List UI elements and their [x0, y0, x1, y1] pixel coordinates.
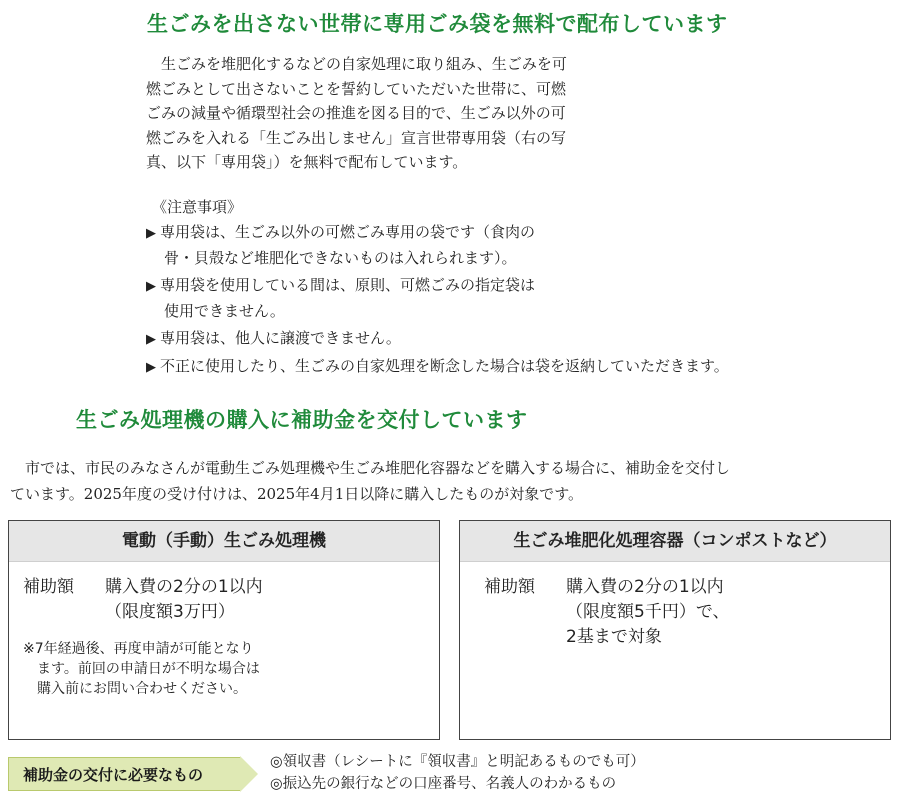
note-text: 専用袋は、生ごみ以外の可燃ごみ専用の袋です（食肉の [160, 223, 536, 241]
list-item: ◎振込先の銀行などの口座番号、名義人のわかるもの [270, 776, 617, 792]
list-item: ◎領収書（レシートに『領収書』と明記あるものでも可） [270, 754, 645, 770]
note-text: 専用袋は、他人に譲渡できません。 [160, 329, 401, 347]
list-item [146, 326, 886, 352]
note-line: 購入前にお問い合わせください。 [37, 681, 247, 697]
notes-list [146, 220, 886, 380]
note-line: ます。前回の申請日が不明な場合は [37, 661, 260, 677]
amount-value [566, 575, 729, 650]
triangle-bullet-icon: ▶ [146, 226, 156, 241]
list-item [146, 220, 886, 270]
triangle-bullet-icon: ▶ [146, 360, 156, 375]
amount-line: 購入費の2分の1以内 [566, 577, 724, 597]
triangle-bullet-icon: ▶ [146, 279, 156, 294]
paragraph-line: 真、以下「専用袋」）を無料で配布しています。 [146, 153, 468, 171]
amount-line: （限度額3万円） [105, 602, 235, 622]
box-title: 生ごみ堆肥化処理容器（コンポストなど） [460, 521, 890, 562]
renewal-note [23, 639, 423, 699]
requirements-list [270, 751, 645, 795]
triangle-bullet-icon: ▶ [146, 332, 156, 347]
paragraph-line: 生ごみを堆肥化するなどの自家処理に取り組み、生ごみを可 [146, 55, 567, 73]
amount-label: 補助額 [23, 577, 74, 597]
free-bags-paragraph [146, 52, 666, 175]
amount-line: （限度額5千円）で、 [566, 602, 730, 622]
intro-line: 市では、市民のみなさんが電動生ごみ処理機や生ごみ堆肥化容器などを購入する場合に、補助金を交付し [10, 459, 731, 477]
compost-container-box [459, 520, 891, 740]
amount-line: 2基まで対象 [566, 627, 662, 647]
amount-value [105, 575, 263, 625]
paragraph-line: ごみの減量や循環型社会の推進を図る目的で、生ごみ以外の可 [146, 104, 566, 122]
heading-subsidy: 生ごみ処理機の購入に補助金を交付しています [76, 408, 528, 432]
requirements-tag-label: 補助金の交付に必要なもの [8, 757, 240, 791]
list-item [146, 354, 886, 380]
paragraph-line: 燃ごみを入れる「生ごみ出しません」宣言世帯専用袋（右の写 [146, 128, 567, 147]
list-item [146, 273, 886, 323]
note-text: 使用できません。 [164, 302, 285, 320]
arrow-right-icon [240, 756, 258, 792]
heading-free-bags: 生ごみを出さない世帯に専用ごみ袋を無料で配布しています [147, 12, 728, 36]
box-title: 電動（手動）生ごみ処理機 [9, 521, 439, 562]
notes-title: 《注意事項》 [152, 198, 243, 216]
note-text: 専用袋を使用している間は、原則、可燃ごみの指定袋は [160, 276, 536, 294]
intro-line: ています。2025年度の受け付けは、2025年4月1日以降に購入したものが対象です。 [10, 485, 584, 503]
subsidy-intro [10, 455, 895, 507]
amount-label: 補助額 [484, 577, 535, 597]
electric-processor-box [8, 520, 440, 740]
note-line: ※7年経過後、再度申請が可能となり [23, 641, 254, 657]
note-text: 骨・貝殻など堆肥化できないものは入れられます）。 [164, 249, 517, 267]
requirements-tag [8, 756, 258, 792]
amount-line: 購入費の2分の1以内 [105, 577, 263, 597]
paragraph-line: 燃ごみとして出さないことを誓約していただいた世帯に、可燃 [146, 79, 567, 98]
note-text: 不正に使用したり、生ごみの自家処理を断念した場合は袋を返納していただきます。 [160, 357, 729, 375]
